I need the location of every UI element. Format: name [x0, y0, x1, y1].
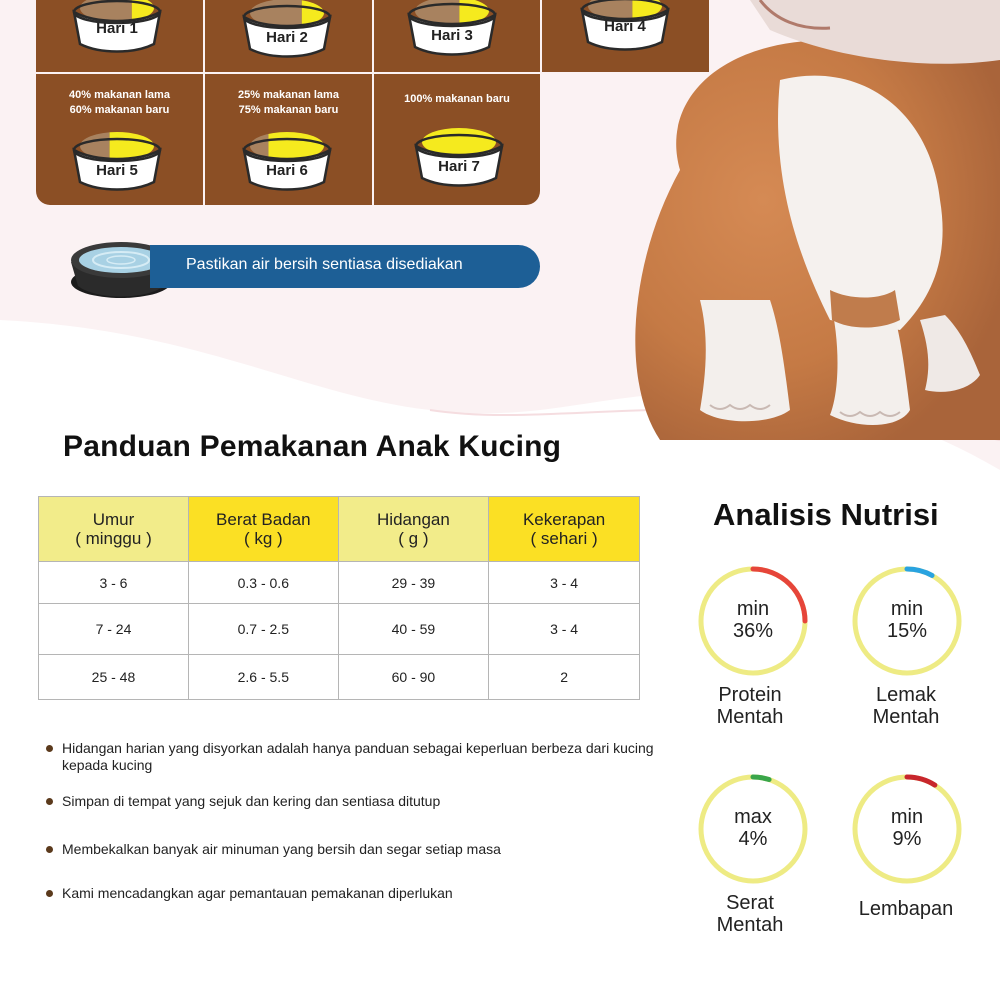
bullet-icon [46, 798, 53, 805]
nutrient-label: Protein Mentah [716, 684, 784, 728]
day-label: Hari 4 [604, 18, 646, 35]
new-food-ratio: 100% makanan baru [404, 93, 510, 105]
list-item: Membekalkan banyak air minuman yang bersih dan segar setiap masa [46, 841, 656, 858]
food-bowl-icon [578, 0, 672, 54]
notes-list [46, 740, 656, 902]
table-cell: 25 - 48 [39, 655, 189, 700]
header-serving: Hidangan ( g ) [338, 497, 489, 562]
day-label: Hari 6 [266, 162, 308, 179]
nutrient-arc [907, 569, 932, 575]
table-cell: 29 - 39 [338, 562, 489, 604]
header-age: Umur ( minggu ) [39, 497, 189, 562]
list-item: Kami mencadangkan agar pemantauan pemakanan diperlukan [46, 885, 656, 902]
table-header-row [39, 497, 640, 562]
bullet-icon [46, 890, 53, 897]
day-label: Hari 2 [266, 29, 308, 46]
nutrient-value: 15% [886, 620, 928, 642]
food-bowl-icon [70, 128, 164, 194]
water-note-text: Pastikan air bersih sentiasa disediakan [186, 256, 463, 273]
food-bowl-icon [240, 0, 334, 61]
table-row [39, 562, 640, 604]
table-cell: 40 - 59 [338, 604, 489, 655]
table-cell: 0.3 - 0.6 [188, 562, 338, 604]
food-bowl-icon [240, 128, 334, 194]
nutrient-ring [695, 563, 811, 679]
bullet-icon [46, 745, 53, 752]
feeding-table [38, 496, 640, 700]
nutrient-qualifier: min [736, 598, 770, 620]
table-cell: 2.6 - 5.5 [188, 655, 338, 700]
nutrient-qualifier: min [890, 598, 924, 620]
food-bowl-icon [405, 0, 499, 59]
nutrient-qualifier: max [734, 806, 772, 828]
new-food-ratio: 60% makanan baru [69, 104, 170, 116]
table-cell: 3 - 4 [489, 562, 640, 604]
old-food-ratio: 40% makanan lama [69, 89, 170, 101]
day-label: Hari 5 [96, 162, 138, 179]
day-label: Hari 7 [438, 158, 480, 175]
day-label: Hari 3 [431, 27, 473, 44]
bullet-icon [46, 846, 53, 853]
table-cell: 3 - 4 [489, 604, 640, 655]
nutrient-ring [695, 771, 811, 887]
nutrient-ring [849, 563, 965, 679]
table-row [39, 655, 640, 700]
nutrient-label: Lemak Mentah [872, 684, 940, 728]
table-cell: 2 [489, 655, 640, 700]
table-cell: 3 - 6 [39, 562, 189, 604]
table-row [39, 604, 640, 655]
nutrient-qualifier: min [890, 806, 924, 828]
nutrient-ring [849, 771, 965, 887]
header-weight: Berat Badan ( kg ) [188, 497, 338, 562]
day-label: Hari 1 [96, 20, 138, 37]
table-cell: 0.7 - 2.5 [188, 604, 338, 655]
nutrient-value: 9% [892, 828, 922, 850]
nutrient-value: 4% [738, 828, 768, 850]
table-cell: 7 - 24 [39, 604, 189, 655]
header-frequency: Kekerapan ( sehari ) [489, 497, 640, 562]
food-bowl-icon [412, 124, 506, 190]
list-item: Simpan di tempat yang sejuk dan kering dan sentiasa ditutup [46, 793, 656, 810]
page-title: Panduan Pemakanan Anak Kucing [63, 430, 562, 463]
nutrient-value: 36% [732, 620, 774, 642]
list-item: Hidangan harian yang disyorkan adalah hanya panduan sebagai keperluan berbeza dari kucing kepada kucing [46, 740, 656, 774]
old-food-ratio: 25% makanan lama [238, 89, 339, 101]
food-bowl-icon [70, 0, 164, 56]
nutrient-arc [907, 777, 935, 785]
nutrient-label: Serat Mentah [716, 892, 784, 936]
nutrient-arc [753, 777, 769, 780]
table-cell: 60 - 90 [338, 655, 489, 700]
new-food-ratio: 75% makanan baru [238, 104, 339, 116]
nutrient-label: Lembapan [858, 898, 954, 920]
nutrition-title: Analisis Nutrisi [713, 497, 939, 532]
